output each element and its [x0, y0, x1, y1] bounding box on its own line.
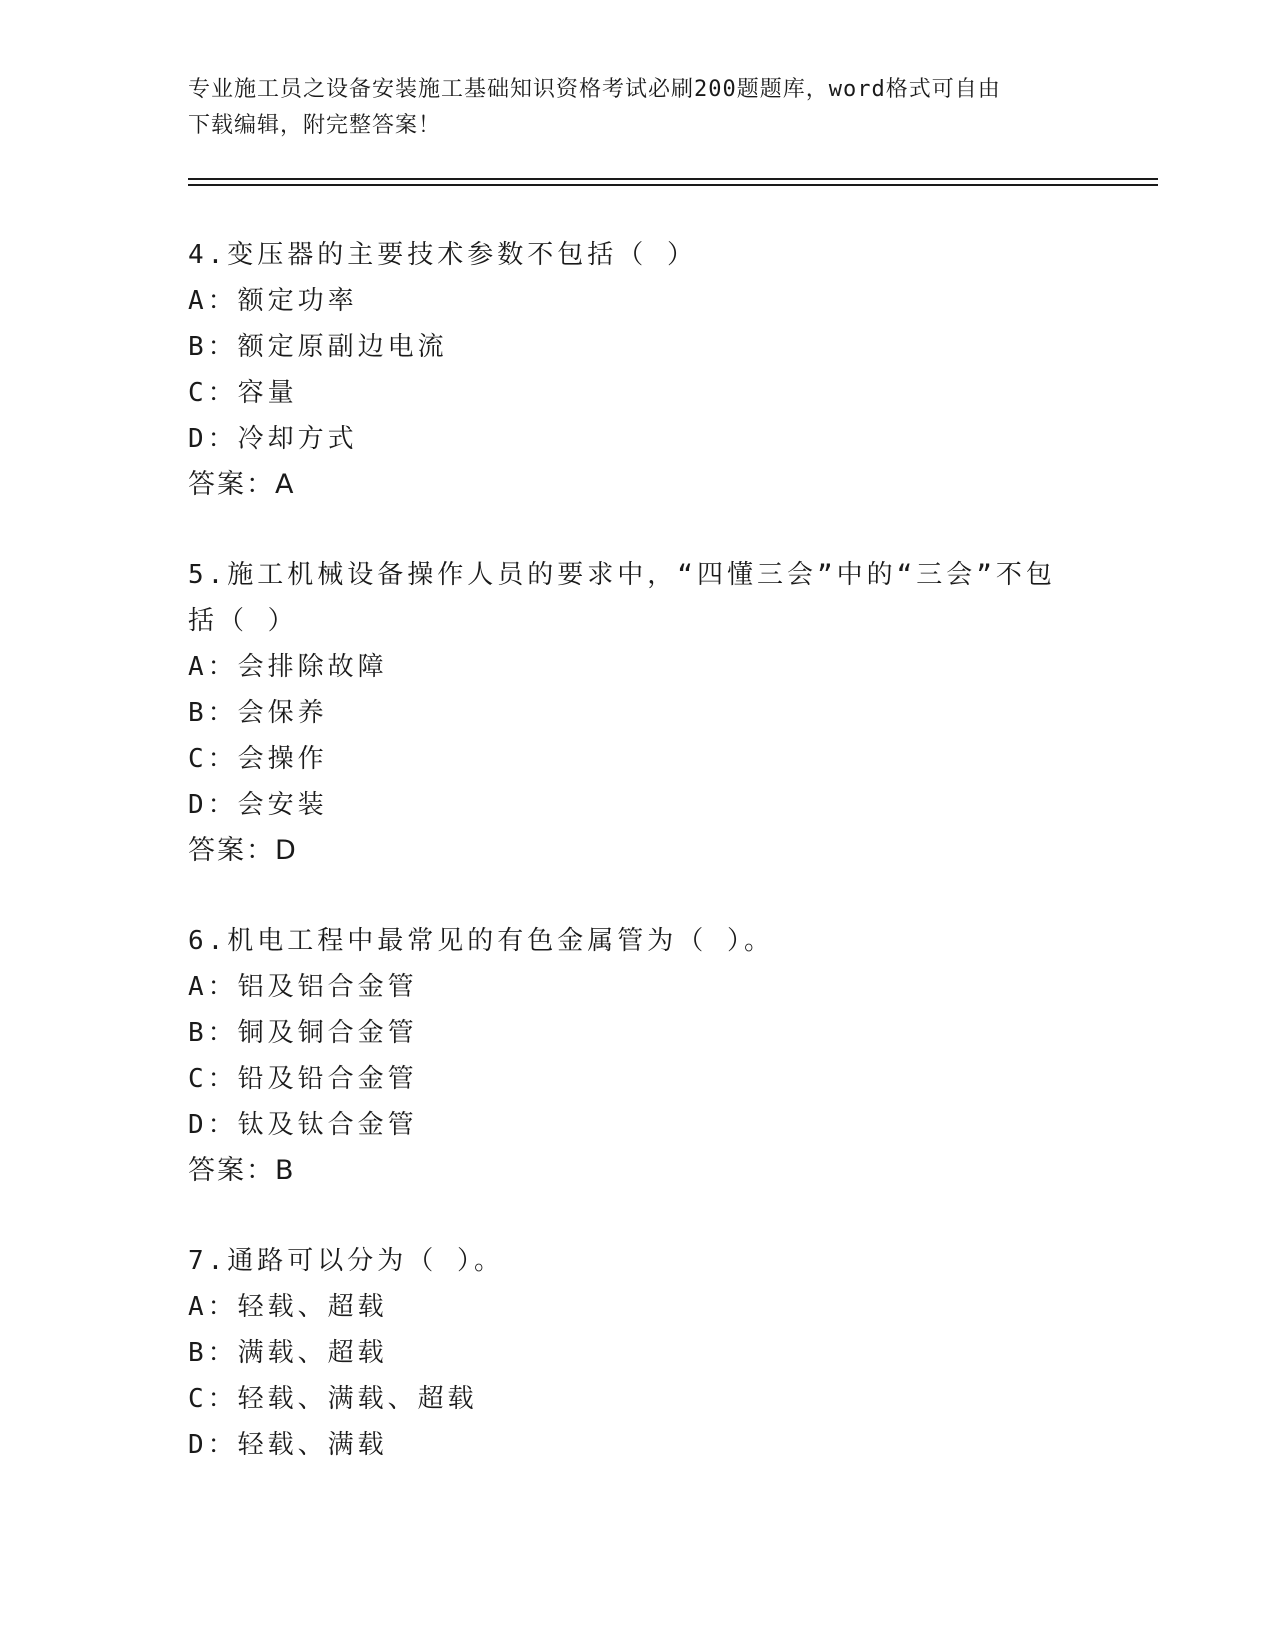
question-stem: 5.施工机械设备操作人员的要求中，“四懂三会”中的“三会”不包 括（ ） — [188, 560, 1056, 636]
option-a: A：铝及铝合金管 — [188, 972, 418, 1002]
question-6 — [188, 918, 1088, 1194]
answer-line: 答案：B — [188, 1155, 296, 1186]
option-b: B：满载、超载 — [188, 1338, 388, 1368]
question-spacer — [188, 1194, 1088, 1238]
option-c: C：轻载、满载、超载 — [188, 1384, 478, 1414]
header-divider-top — [188, 178, 1158, 180]
option-d: D：钛及钛合金管 — [188, 1110, 418, 1140]
question-stem: 4.变压器的主要技术参数不包括（ ） — [188, 240, 697, 270]
option-c: C：容量 — [188, 378, 298, 408]
option-a: A：轻载、超载 — [188, 1292, 388, 1322]
option-c: C：会操作 — [188, 744, 328, 774]
header-title-line-2: 下载编辑，附完整答案！ — [188, 113, 442, 138]
question-stem: 7.通路可以分为（ ）。 — [188, 1246, 504, 1276]
option-b: B：额定原副边电流 — [188, 332, 448, 362]
question-list — [188, 232, 1088, 1468]
option-d: D：会安装 — [188, 790, 328, 820]
option-d: D：轻载、满载 — [188, 1430, 388, 1460]
question-spacer — [188, 874, 1088, 918]
question-spacer — [188, 508, 1088, 552]
header-divider-bottom — [188, 184, 1158, 186]
option-a: A：额定功率 — [188, 286, 358, 316]
option-b: B：铜及铜合金管 — [188, 1018, 418, 1048]
question-stem: 6.机电工程中最常见的有色金属管为（ ）。 — [188, 926, 774, 956]
answer-line: 答案：D — [188, 835, 298, 866]
question-7 — [188, 1238, 1088, 1468]
option-a: A：会排除故障 — [188, 652, 388, 682]
option-c: C：铅及铅合金管 — [188, 1064, 418, 1094]
question-4 — [188, 232, 1088, 508]
document-header — [188, 72, 1088, 144]
option-b: B：会保养 — [188, 698, 328, 728]
option-d: D：冷却方式 — [188, 424, 358, 454]
question-5 — [188, 552, 1088, 874]
answer-line: 答案：A — [188, 469, 296, 500]
header-title-line-1: 专业施工员之设备安装施工基础知识资格考试必刷200题题库，word格式可自由 — [188, 77, 1001, 102]
